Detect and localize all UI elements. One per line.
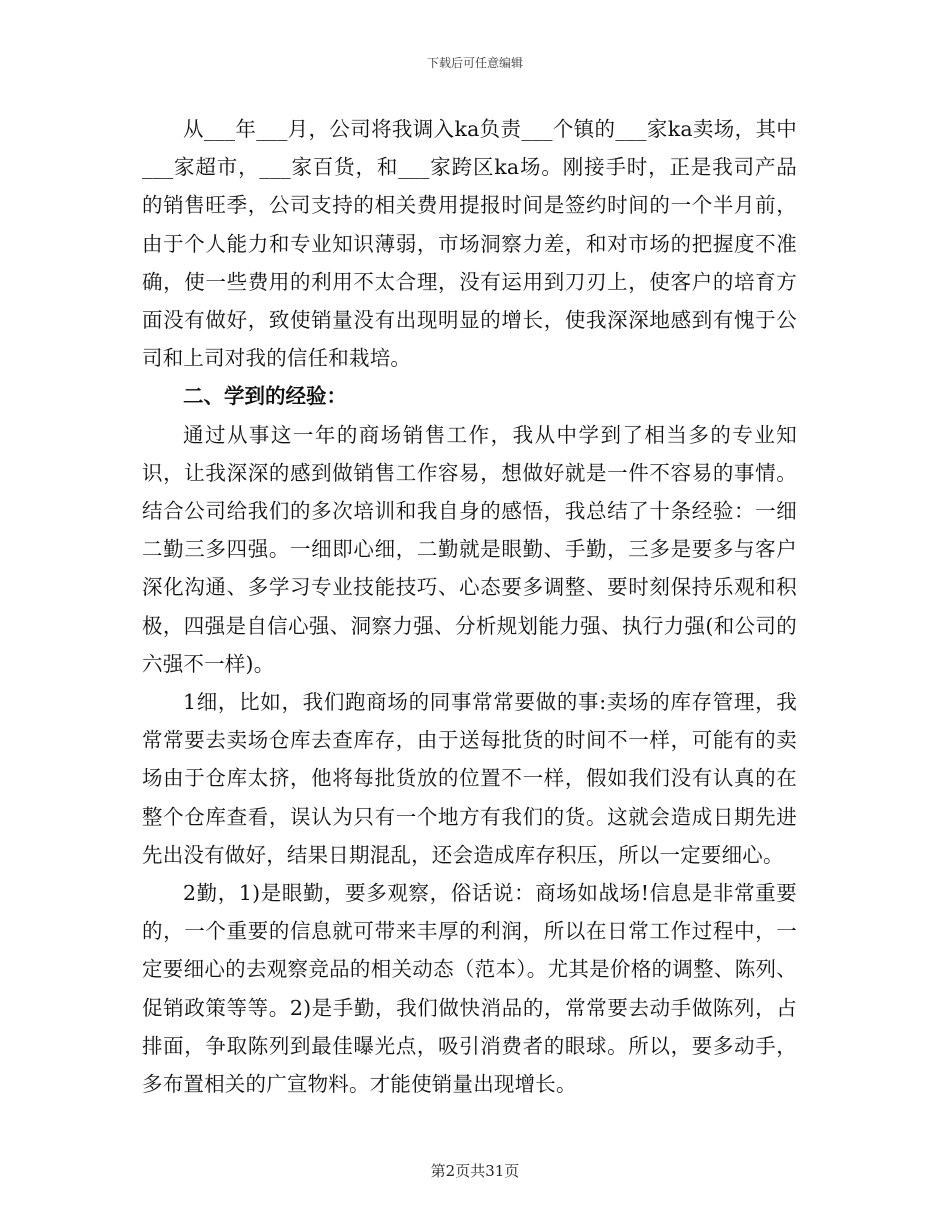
section-heading: 二、学到的经验： bbox=[183, 384, 347, 409]
paragraph-2: 通过从事这一年的商场销售工作，我从中学到了相当多的专业知识，让我深深的感到做销售工作容易，想做好就是一件不容易的事情。结合公司给我们的多次培训和我自身的感悟，我总结了十条经验：一细二勤三多四强。一细即心细，二勤就是眼勤、手勤，三多是要多与客户深化沟通、多学习专业技能技巧、心态要多调整、要时刻保持乐观和积极，四强是自信心强、洞察力强、分析规划能力强、执行力强(和公司的六强不一样)。 bbox=[142, 422, 797, 676]
document-body bbox=[142, 110, 797, 1103]
paragraph-1: 从___年___月，公司将我调入ka负责___个镇的___家ka卖场，其中___家超市，___家百货，和___家跨区ka场。刚接手时，正是我司产品的销售旺季，公司支持的相关费用提报时间是签约时间的一个半月前，由于个人能力和专业知识薄弱，市场洞察力差，和对市场的把握度不准确，使一些费用的利用不太合理，没有运用到刀刃上，使客户的培育方面没有做好，致使销量没有出现明显的增长，使我深深地感到有愧于公司和上司对我的信任和栽培。 bbox=[142, 117, 797, 371]
paragraph-3: 1细，比如，我们跑商场的同事常常要做的事:卖场的库存管理，我常常要去卖场仓库去查库存，由于送每批货的时间不一样，可能有的卖场由于仓库太挤，他将每批货放的位置不一样，假如我们没有认真的在整个仓库查看，误认为只有一个地方有我们的货。这就会造成日期先进先出没有做好，结果日期混乱，还会造成库存积压，所以一定要细心。 bbox=[142, 690, 797, 867]
page-footer: 第2页共31页 bbox=[430, 1162, 520, 1180]
paragraph-4: 2勤，1)是眼勤，要多观察，俗话说：商场如战场!信息是非常重要的，一个重要的信息就可带来丰厚的利润，所以在日常工作过程中，一定要细心的去观察竞品的相关动态（范本）。尤其是价格的调整、陈列、促销政策等等。2)是手勤，我们做快消品的，常常要去动手做陈列，占排面，争取陈列到最佳曝光点，吸引消费者的眼球。所以，要多动手，多布置相关的广宣物料。才能使销量出现增长。 bbox=[142, 881, 797, 1097]
page-header: 下载后可任意编辑 bbox=[426, 56, 523, 70]
